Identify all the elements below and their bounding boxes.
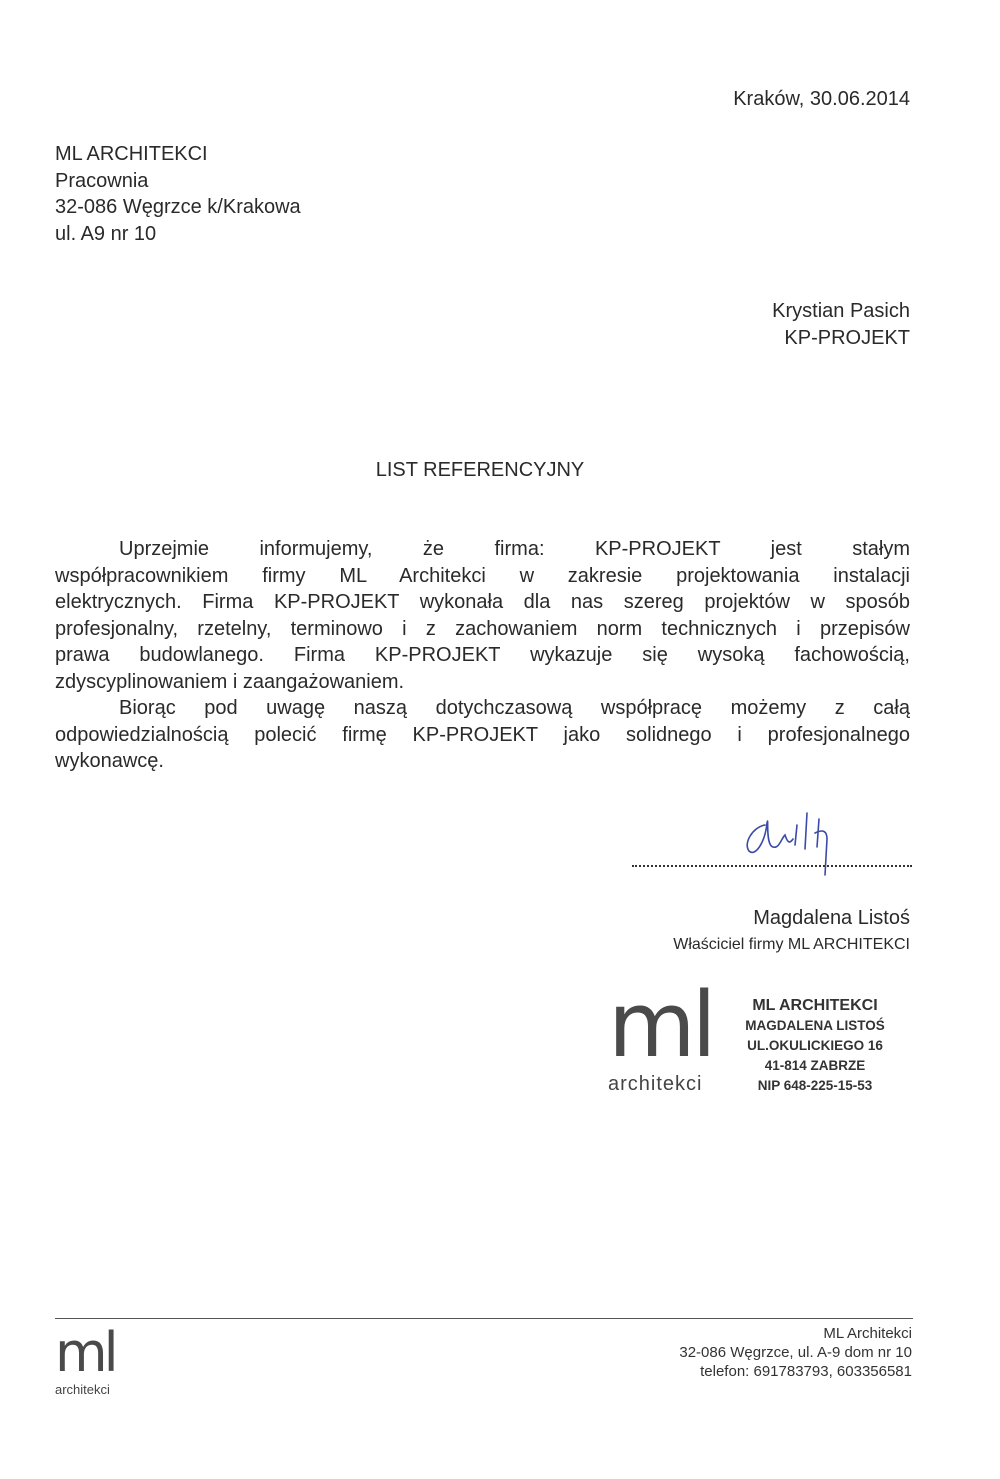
footer-line: 32-086 Węgrzce, ul. A-9 dom nr 10 <box>679 1344 912 1361</box>
footer-line: telefon: 691783793, 603356581 <box>700 1363 912 1380</box>
footer-line: ML Architekci <box>823 1325 912 1342</box>
footer-divider <box>55 1318 913 1319</box>
sender-line: Pracownia <box>55 169 149 192</box>
stamp-line: ML ARCHITEKCI <box>752 997 878 1014</box>
letter-title: LIST REFERENCYJNY <box>375 459 585 481</box>
letter-body <box>55 536 910 775</box>
footer-logo-mark: ml <box>55 1321 115 1384</box>
signature-line <box>632 855 912 867</box>
body-line: profesjonalny, rzetelny, terminowo i z zachowaniem norm technicznych i przepisów <box>55 617 910 640</box>
stamp-logo: ml <box>608 973 713 1078</box>
sender-line: ML ARCHITEKCI <box>55 143 208 165</box>
footer-logo <box>55 1321 145 1400</box>
recipient-address <box>772 298 910 351</box>
body-line: zdyscyplinowaniem i zaangażowaniem. <box>55 670 405 693</box>
signer-role: Właściciel firmy ML ARCHITEKCI <box>673 935 910 953</box>
letter-date: Kraków, 30.06.2014 <box>733 88 910 110</box>
body-line: prawa budowlanego. Firma KP-PROJEKT wykazuje się wysoką fachowością, <box>55 644 910 666</box>
sender-address <box>55 141 301 247</box>
handwritten-signature <box>735 805 845 880</box>
footer-logo-sub: architekci <box>55 1382 110 1397</box>
signer-block <box>673 905 910 958</box>
stamp-line: NIP 648-225-15-53 <box>757 1078 873 1093</box>
stamp-line: MAGDALENA LISTOŚ <box>745 1018 885 1033</box>
company-stamp <box>600 973 910 1110</box>
recipient-line: Krystian Pasich <box>772 300 910 322</box>
sender-line: 32-086 Węgrzce k/Krakowa <box>55 196 301 218</box>
body-line: Uprzejmie informujemy, że firma: KP-PROJEKT jest stałym <box>119 538 910 560</box>
body-line: elektrycznych. Firma KP-PROJEKT wykonała dla nas szereg projektów w sposób <box>55 591 910 613</box>
recipient-line: KP-PROJEKT <box>784 326 910 349</box>
stamp-line: UL.OKULICKIEGO 16 <box>747 1038 883 1053</box>
stamp-line: 41-814 ZABRZE <box>764 1058 866 1073</box>
footer-address <box>679 1324 912 1381</box>
body-line: współpracownikiem firmy ML Architekci w zakresie projektowania instalacji <box>55 564 910 587</box>
signer-name: Magdalena Listoś <box>753 907 910 929</box>
body-line: Biorąc pod uwagę naszą dotychczasową współpracę możemy z całą <box>119 697 910 719</box>
sender-line: ul. A9 nr 10 <box>55 222 157 245</box>
stamp-logo-sub: architekci <box>608 1073 703 1095</box>
body-line: wykonawcę. <box>55 750 164 772</box>
body-line: odpowiedzialnością polecić firmę KP-PROJEKT jako solidnego i profesjonalnego <box>55 723 910 746</box>
